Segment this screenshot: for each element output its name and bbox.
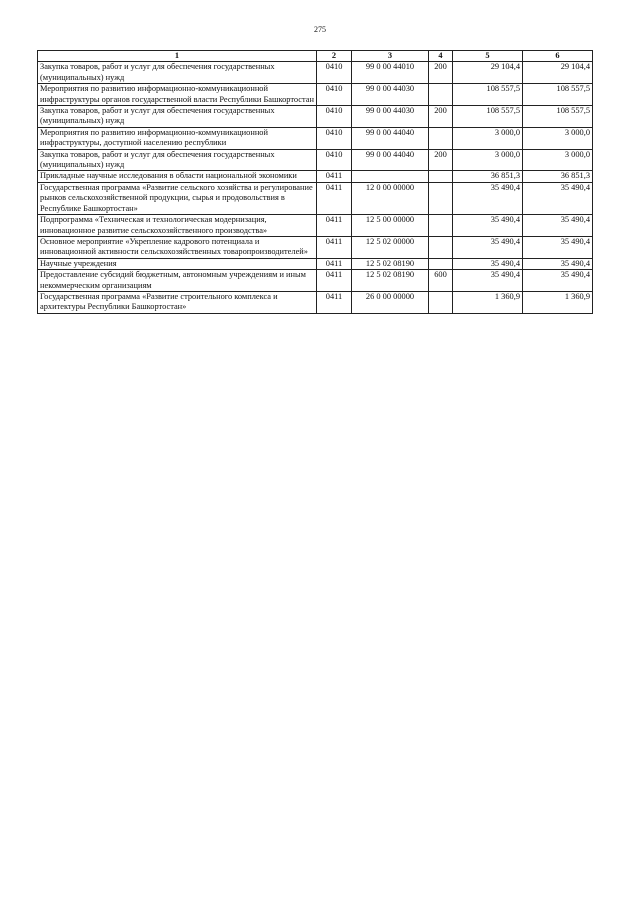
amount-cell: 35 490,4 <box>453 236 523 258</box>
amount-cell: 1 360,9 <box>453 291 523 313</box>
amount-cell: 36 851,3 <box>523 171 593 182</box>
column-header: 2 <box>317 51 352 62</box>
amount-cell: 35 490,4 <box>453 215 523 237</box>
amount-cell: 3 000,0 <box>523 149 593 171</box>
expense-type-cell <box>429 127 453 149</box>
amount-cell: 29 104,4 <box>453 62 523 84</box>
amount-cell: 36 851,3 <box>453 171 523 182</box>
expense-type-cell <box>429 182 453 214</box>
row-name-cell: Предоставление субсидий бюджетным, автономным учреждениям и иным некоммерческим организациям <box>38 270 317 292</box>
row-name-cell: Подпрограмма «Техническая и технологическая модернизация, инновационное развитие сельскохозяйственного производства» <box>38 215 317 237</box>
expense-type-cell: 600 <box>429 270 453 292</box>
expense-type-cell <box>429 215 453 237</box>
amount-cell: 35 490,4 <box>453 270 523 292</box>
table-row <box>38 171 593 182</box>
amount-cell: 35 490,4 <box>453 258 523 269</box>
target-article-cell: 99 0 00 44040 <box>352 127 429 149</box>
row-name-cell: Мероприятия по развитию информационно-коммуникационной инфраструктуры, доступной населению республики <box>38 127 317 149</box>
amount-cell: 108 557,5 <box>453 84 523 106</box>
target-article-cell <box>352 171 429 182</box>
amount-cell: 35 490,4 <box>523 258 593 269</box>
amount-cell: 35 490,4 <box>523 215 593 237</box>
table-row <box>38 258 593 269</box>
table-header-row <box>38 51 593 62</box>
expense-type-cell <box>429 291 453 313</box>
column-header: 5 <box>453 51 523 62</box>
amount-cell: 3 000,0 <box>453 127 523 149</box>
section-code-cell: 0411 <box>317 171 352 182</box>
row-name-cell: Закупка товаров, работ и услуг для обеспечения государственных (муниципальных) нужд <box>38 106 317 128</box>
amount-cell: 35 490,4 <box>523 236 593 258</box>
section-code-cell: 0411 <box>317 182 352 214</box>
table-row <box>38 106 593 128</box>
section-code-cell: 0410 <box>317 62 352 84</box>
table-row <box>38 291 593 313</box>
row-name-cell: Прикладные научные исследования в области национальной экономики <box>38 171 317 182</box>
target-article-cell: 12 5 02 00000 <box>352 236 429 258</box>
budget-table <box>37 50 593 314</box>
expense-type-cell: 200 <box>429 62 453 84</box>
table-row <box>38 236 593 258</box>
target-article-cell: 99 0 00 44040 <box>352 149 429 171</box>
table-row <box>38 270 593 292</box>
column-header: 1 <box>38 51 317 62</box>
section-code-cell: 0410 <box>317 149 352 171</box>
target-article-cell: 12 0 00 00000 <box>352 182 429 214</box>
amount-cell: 3 000,0 <box>523 127 593 149</box>
target-article-cell: 12 5 02 08190 <box>352 270 429 292</box>
table-row <box>38 62 593 84</box>
amount-cell: 108 557,5 <box>523 84 593 106</box>
expense-type-cell <box>429 84 453 106</box>
section-code-cell: 0410 <box>317 84 352 106</box>
amount-cell: 35 490,4 <box>523 270 593 292</box>
amount-cell: 35 490,4 <box>523 182 593 214</box>
amount-cell: 108 557,5 <box>523 106 593 128</box>
row-name-cell: Мероприятия по развитию информационно-коммуникационной инфраструктуры органов государственной власти Республики Башкортостан <box>38 84 317 106</box>
target-article-cell: 99 0 00 44030 <box>352 84 429 106</box>
column-header: 4 <box>429 51 453 62</box>
target-article-cell: 99 0 00 44030 <box>352 106 429 128</box>
amount-cell: 3 000,0 <box>453 149 523 171</box>
expense-type-cell <box>429 258 453 269</box>
expense-type-cell: 200 <box>429 149 453 171</box>
section-code-cell: 0410 <box>317 127 352 149</box>
section-code-cell: 0411 <box>317 270 352 292</box>
column-header: 6 <box>523 51 593 62</box>
table-row <box>38 215 593 237</box>
section-code-cell: 0411 <box>317 236 352 258</box>
amount-cell: 29 104,4 <box>523 62 593 84</box>
target-article-cell: 12 5 00 00000 <box>352 215 429 237</box>
row-name-cell: Основное мероприятие «Укрепление кадрового потенциала и инновационной активности сельскохозяйственных товаропроизводителей» <box>38 236 317 258</box>
section-code-cell: 0411 <box>317 258 352 269</box>
table-row <box>38 84 593 106</box>
row-name-cell: Закупка товаров, работ и услуг для обеспечения государственных (муниципальных) нужд <box>38 62 317 84</box>
amount-cell: 108 557,5 <box>453 106 523 128</box>
expense-type-cell: 200 <box>429 106 453 128</box>
row-name-cell: Научные учреждения <box>38 258 317 269</box>
section-code-cell: 0411 <box>317 215 352 237</box>
table-row <box>38 127 593 149</box>
section-code-cell: 0411 <box>317 291 352 313</box>
amount-cell: 35 490,4 <box>453 182 523 214</box>
section-code-cell: 0410 <box>317 106 352 128</box>
target-article-cell: 12 5 02 08190 <box>352 258 429 269</box>
target-article-cell: 99 0 00 44010 <box>352 62 429 84</box>
table-row <box>38 149 593 171</box>
table-row <box>38 182 593 214</box>
row-name-cell: Закупка товаров, работ и услуг для обеспечения государственных (муниципальных) нужд <box>38 149 317 171</box>
row-name-cell: Государственная программа «Развитие сельского хозяйства и регулирование рынков сельскохозяйственной продукции, сырья и продовольствия в Республике Башкортостан» <box>38 182 317 214</box>
column-header: 3 <box>352 51 429 62</box>
expense-type-cell <box>429 236 453 258</box>
expense-type-cell <box>429 171 453 182</box>
amount-cell: 1 360,9 <box>523 291 593 313</box>
row-name-cell: Государственная программа «Развитие строительного комплекса и архитектуры Республики Башкортостан» <box>38 291 317 313</box>
page-number: 275 <box>314 25 326 34</box>
target-article-cell: 26 0 00 00000 <box>352 291 429 313</box>
